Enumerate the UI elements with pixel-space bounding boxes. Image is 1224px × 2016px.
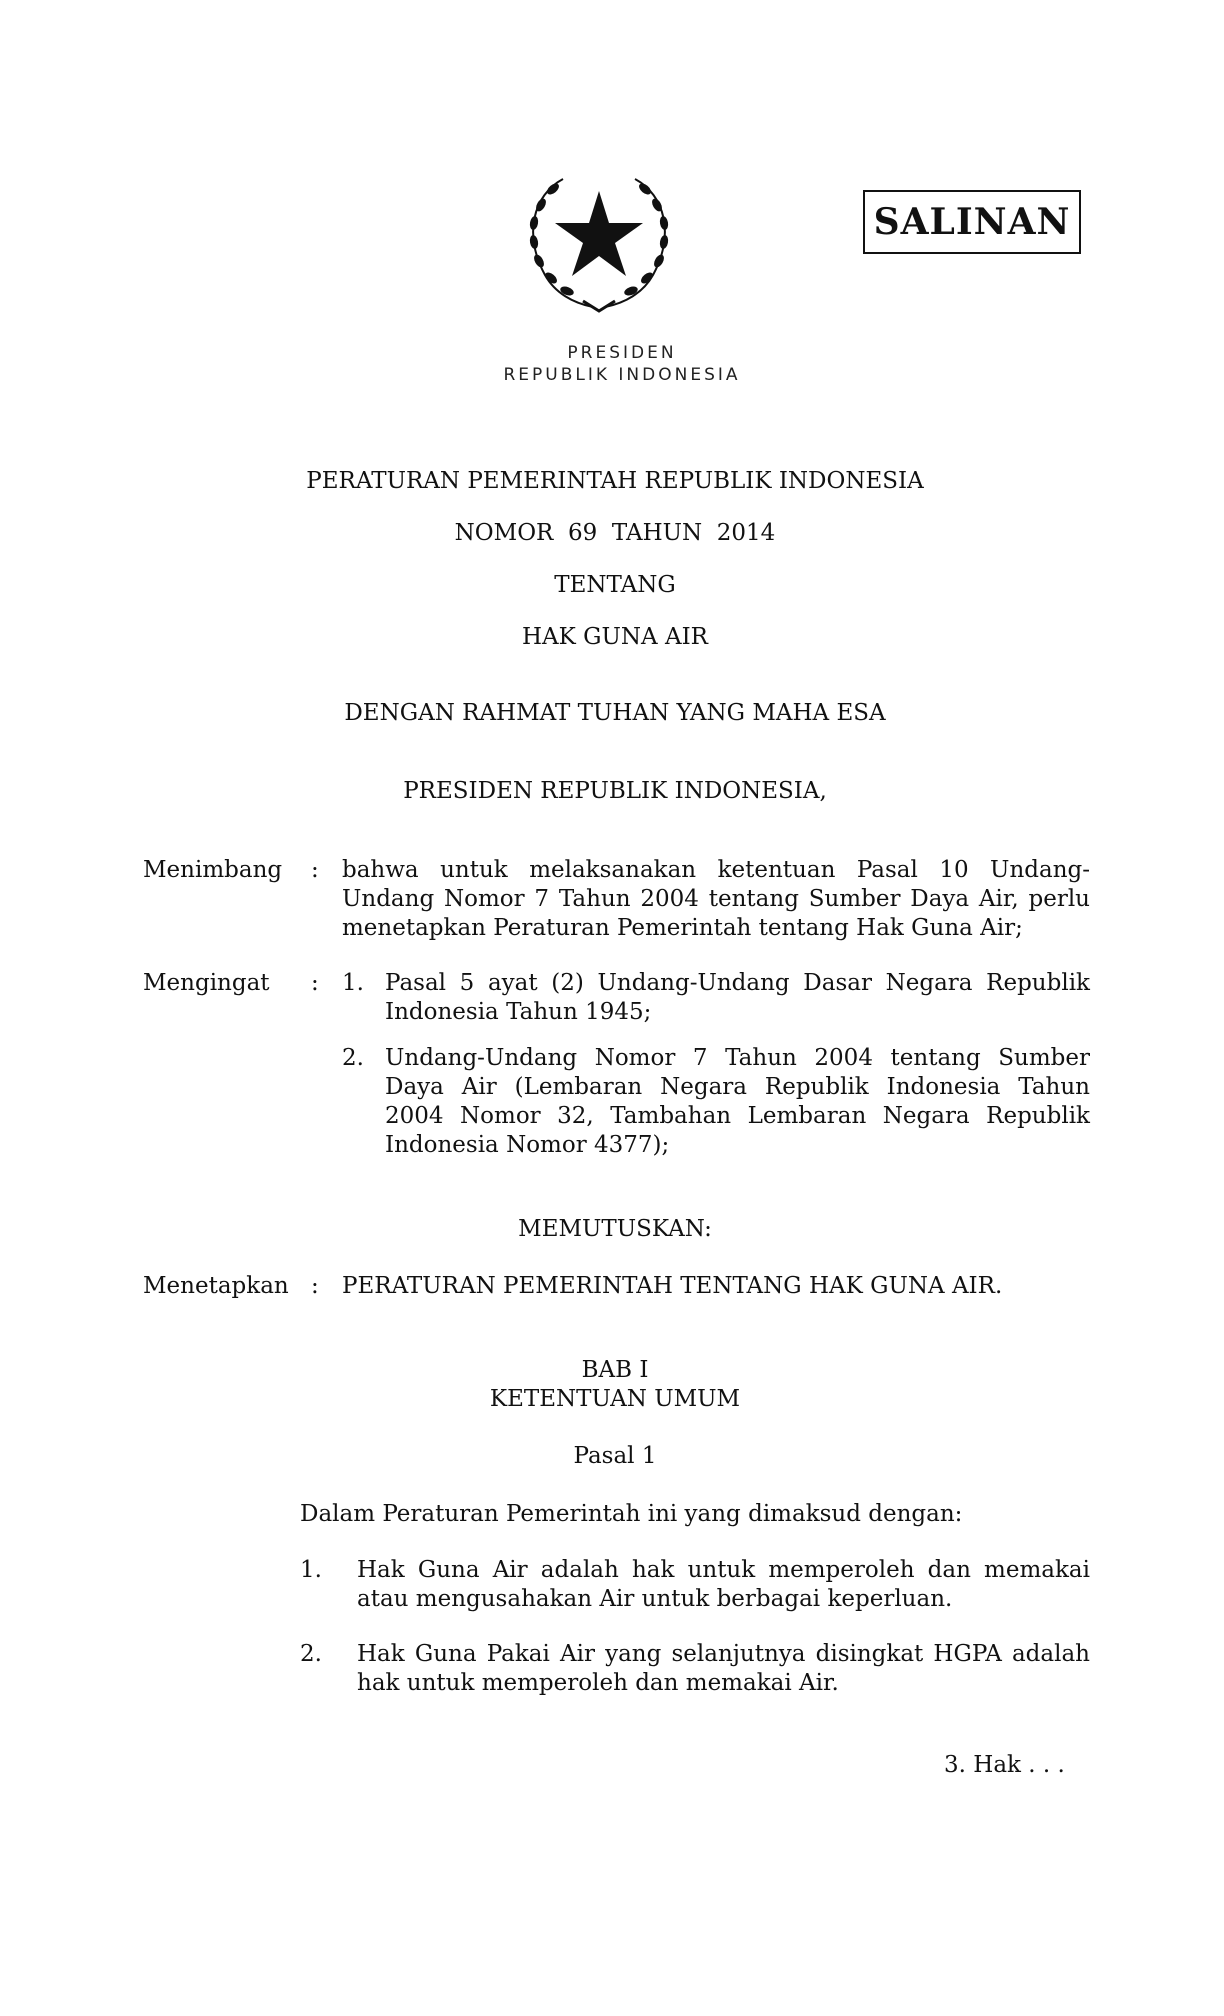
- seal-caption-presiden: PRESIDEN: [567, 343, 677, 363]
- menimbang-line: Undang Nomor 7 Tahun 2004 tentang Sumber Daya Air, perlu: [342, 886, 1090, 912]
- definition-line: atau mengusahakan Air untuk berbagai keperluan.: [357, 1586, 953, 1612]
- menimbang-label: Menimbang: [143, 857, 283, 883]
- menetapkan-colon: :: [311, 1273, 319, 1299]
- mengingat-item-line: Indonesia Nomor 4377);: [385, 1132, 670, 1158]
- definition-line: hak untuk memperoleh dan memakai Air.: [357, 1670, 839, 1696]
- mengingat-item-line: Undang-Undang Nomor 7 Tahun 2004 tentang Sumber: [385, 1045, 1090, 1071]
- article-heading: Pasal 1: [573, 1443, 657, 1469]
- seal-caption-republik-indonesia: REPUBLIK INDONESIA: [503, 365, 741, 385]
- mengingat-item-1: [385, 969, 1090, 1027]
- definitions-intro: Dalam Peraturan Pemerintah ini yang dimaksud dengan:: [300, 1501, 963, 1527]
- menimbang-line: menetapkan Peraturan Pemerintah tentang Hak Guna Air;: [342, 915, 1023, 941]
- definition-number: 1.: [300, 1557, 322, 1583]
- presidential-seal-emblem: [523, 165, 675, 313]
- tentang-heading: TENTANG: [554, 572, 676, 598]
- chapter-number: BAB I: [581, 1357, 649, 1383]
- menetapkan-text: PERATURAN PEMERINTAH TENTANG HAK GUNA AIR.: [342, 1273, 1003, 1299]
- mengingat-item-2: [385, 1044, 1090, 1160]
- mengingat-item-line: 2004 Nomor 32, Tambahan Lembaran Negara Republik: [385, 1103, 1090, 1129]
- menimbang-text: [342, 856, 1090, 943]
- mengingat-item-line: Indonesia Tahun 1945;: [385, 999, 652, 1025]
- mengingat-colon: :: [311, 970, 319, 996]
- mengingat-item-number: 2.: [342, 1045, 364, 1071]
- definition-number: 2.: [300, 1641, 322, 1667]
- preamble-rahmat: DENGAN RAHMAT TUHAN YANG MAHA ESA: [344, 700, 886, 726]
- mengingat-item-line: Pasal 5 ayat (2) Undang-Undang Dasar Negara Republik: [385, 970, 1090, 996]
- regulation-number: NOMOR 69 TAHUN 2014: [454, 520, 776, 546]
- mengingat-item-line: Daya Air (Lembaran Negara Republik Indonesia Tahun: [385, 1074, 1090, 1100]
- definition-1: [357, 1556, 1090, 1614]
- definition-line: Hak Guna Pakai Air yang selanjutnya disingkat HGPA adalah: [357, 1641, 1090, 1667]
- mengingat-label: Mengingat: [143, 970, 270, 996]
- definition-line: Hak Guna Air adalah hak untuk memperoleh dan memakai: [357, 1557, 1090, 1583]
- regulation-subject: HAK GUNA AIR: [522, 624, 708, 650]
- salinan-stamp: SALINAN: [863, 190, 1081, 254]
- regulation-title: PERATURAN PEMERINTAH REPUBLIK INDONESIA: [306, 468, 924, 494]
- menimbang-colon: :: [311, 857, 319, 883]
- memutuskan-heading: MEMUTUSKAN:: [518, 1216, 712, 1242]
- definition-2: [357, 1640, 1090, 1698]
- page-continuation-marker: 3. Hak . . .: [944, 1752, 1065, 1778]
- menetapkan-label: Menetapkan: [143, 1273, 289, 1299]
- mengingat-item-number: 1.: [342, 970, 364, 996]
- chapter-title: KETENTUAN UMUM: [489, 1386, 741, 1412]
- menimbang-line: bahwa untuk melaksanakan ketentuan Pasal 10 Undang-: [342, 857, 1090, 883]
- president-heading: PRESIDEN REPUBLIK INDONESIA,: [403, 778, 827, 804]
